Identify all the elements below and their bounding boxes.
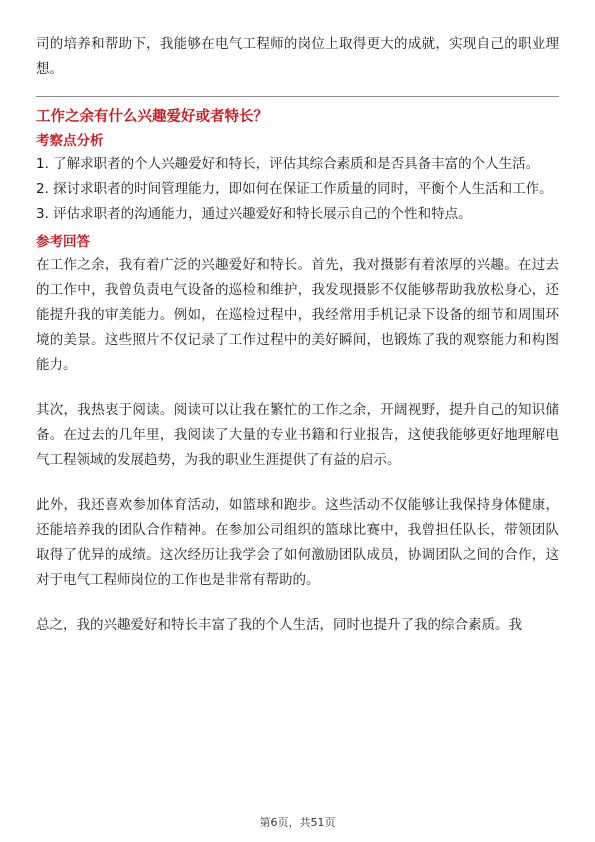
intro-tail-paragraph: 司的培养和帮助下，我能够在电气工程师的岗位上取得更大的成就，实现自己的职业理想。: [36, 36, 559, 77]
analysis-item: 2. 探讨求职者的时间管理能力，即如何在保证工作质量的同时，平衡个人生活和工作。: [36, 181, 553, 197]
section-divider: [36, 96, 559, 97]
answer-paragraph: 其次，我热衷于阅读。阅读可以让我在繁忙的工作之余，开阔视野，提升自己的知识储备。在过去的几年里，我阅读了大量的专业书籍和行业报告，这使我能够更好地理解电气工程领域的发展趋势，为我的职业生涯提供了有益的启示。: [36, 402, 559, 468]
page-footer: 第6页，共51页: [259, 816, 336, 829]
document-page: [36, 32, 559, 638]
answer-heading: 参考回答: [36, 234, 90, 250]
paragraph-gap: [36, 593, 559, 613]
answer-paragraph: 在工作之余，我有着广泛的兴趣爱好和特长。首先，我对摄影有着浓厚的兴趣。在过去的工作中，我曾负责电气设备的巡检和维护，我发现摄影不仅能够帮助我放松身心，还能提升我的审美能力。例如，在巡检过程中，我经常用手机记录下设备的细节和周围环境的美景。这些照片不仅记录了工作过程中的美好瞬间，也锻炼了我的观察能力和构图能力。: [36, 257, 559, 373]
analysis-heading: 考察点分析: [36, 133, 104, 149]
paragraph-gap: [36, 378, 559, 398]
paragraph-gap: [36, 473, 559, 493]
question-title: 工作之余有什么兴趣爱好或者特长？: [36, 109, 268, 125]
answer-paragraph: 此外，我还喜欢参加体育活动，如篮球和跑步。这些活动不仅能够让我保持身体健康，还能培养我的团队合作精神。在参加公司组织的篮球比赛中，我曾担任队长，带领团队取得了优异的成绩。这次经历让我学会了如何激励团队成员，协调团队之间的合作，这对于电气工程师岗位的工作也是非常有帮助的。: [36, 497, 559, 588]
analysis-item: 3. 评估求职者的沟通能力，通过兴趣爱好和特长展示自己的个性和特点。: [36, 206, 472, 222]
analysis-item: 1. 了解求职者的个人兴趣爱好和特长，评估其综合素质和是否具备丰富的个人生活。: [36, 156, 540, 172]
answer-paragraph: 总之，我的兴趣爱好和特长丰富了我的个人生活，同时也提升了我的综合素质。我: [36, 617, 522, 633]
